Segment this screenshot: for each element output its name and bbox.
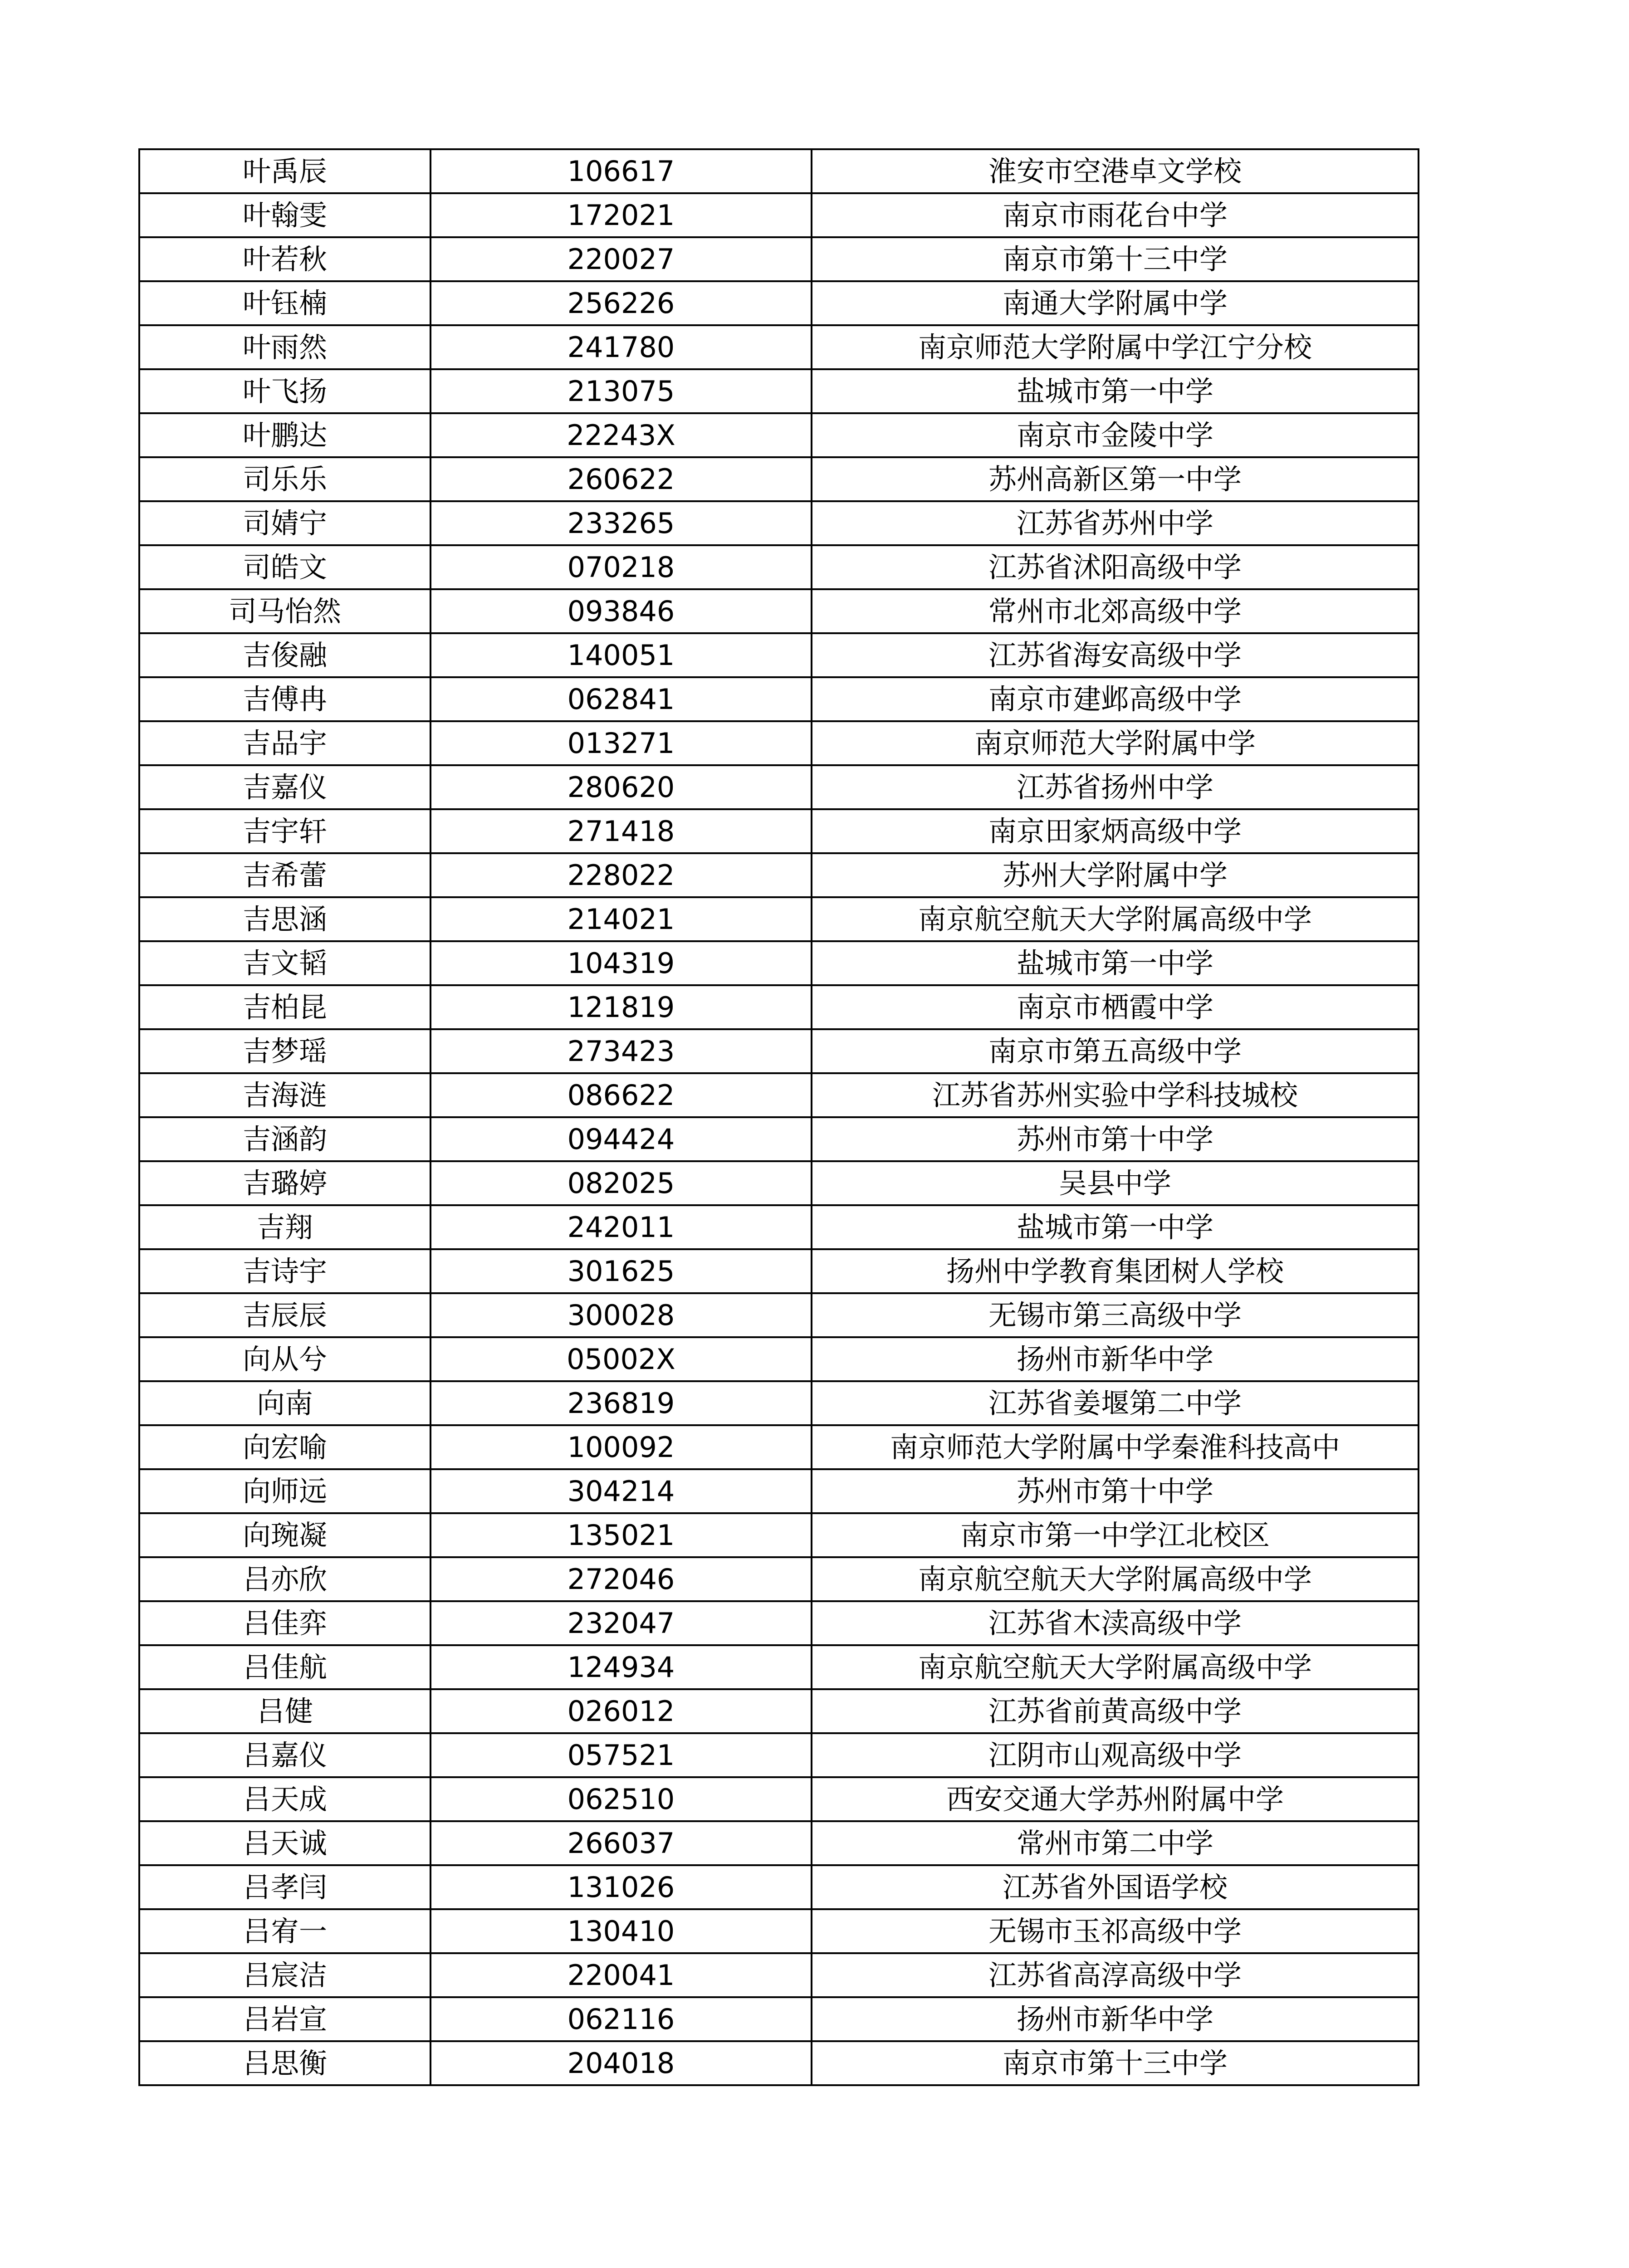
student-name-cell: 向从兮 <box>139 1337 430 1381</box>
table-row <box>139 457 1419 501</box>
student-id-cell: 301625 <box>430 1249 812 1293</box>
student-name-cell: 吕宸洁 <box>139 1953 430 1997</box>
student-id-cell: 271418 <box>430 809 812 853</box>
student-name-cell: 吕天成 <box>139 1777 430 1821</box>
school-name-cell: 南通大学附属中学 <box>812 281 1419 325</box>
school-name-cell: 无锡市第三高级中学 <box>812 1293 1419 1337</box>
student-name-cell: 吉辰辰 <box>139 1293 430 1337</box>
table-row <box>139 237 1419 281</box>
student-id-cell: 236819 <box>430 1381 812 1425</box>
table-row <box>139 325 1419 369</box>
table-row <box>139 985 1419 1029</box>
student-name-cell: 司乐乐 <box>139 457 430 501</box>
student-name-cell: 吉柏昆 <box>139 985 430 1029</box>
student-id-cell: 22243X <box>430 413 812 457</box>
student-id-cell: 082025 <box>430 1161 812 1205</box>
student-id-cell: 273423 <box>430 1029 812 1073</box>
student-id-cell: 093846 <box>430 589 812 633</box>
table-row <box>139 853 1419 897</box>
table-row <box>139 1953 1419 1997</box>
school-name-cell: 西安交通大学苏州附属中学 <box>812 1777 1419 1821</box>
table-row <box>139 1557 1419 1601</box>
student-name-cell: 吕健 <box>139 1689 430 1733</box>
table-row <box>139 1337 1419 1381</box>
school-name-cell: 江苏省外国语学校 <box>812 1865 1419 1909</box>
school-name-cell: 南京市雨花台中学 <box>812 193 1419 237</box>
student-id-cell: 140051 <box>430 633 812 677</box>
student-id-cell: 214021 <box>430 897 812 941</box>
table-row <box>139 1073 1419 1117</box>
student-id-cell: 304214 <box>430 1469 812 1513</box>
student-id-cell: 213075 <box>430 369 812 413</box>
school-name-cell: 南京航空航天大学附属高级中学 <box>812 897 1419 941</box>
school-name-cell: 南京市建邺高级中学 <box>812 677 1419 721</box>
student-id-cell: 106617 <box>430 149 812 193</box>
school-name-cell: 南京市第一中学江北校区 <box>812 1513 1419 1557</box>
table-row <box>139 941 1419 985</box>
student-id-cell: 300028 <box>430 1293 812 1337</box>
school-name-cell: 南京田家炳高级中学 <box>812 809 1419 853</box>
student-name-cell: 吉梦瑶 <box>139 1029 430 1073</box>
student-id-cell: 094424 <box>430 1117 812 1161</box>
student-id-cell: 280620 <box>430 765 812 809</box>
table-row <box>139 897 1419 941</box>
table-row <box>139 1689 1419 1733</box>
student-name-cell: 司皓文 <box>139 545 430 589</box>
student-id-cell: 121819 <box>430 985 812 1029</box>
student-id-cell: 266037 <box>430 1821 812 1865</box>
table-row <box>139 369 1419 413</box>
student-name-cell: 吕思衡 <box>139 2041 430 2085</box>
student-name-cell: 吕嘉仪 <box>139 1733 430 1777</box>
school-name-cell: 无锡市玉祁高级中学 <box>812 1909 1419 1953</box>
table-row <box>139 633 1419 677</box>
student-name-cell: 向琬凝 <box>139 1513 430 1557</box>
table-row <box>139 1513 1419 1557</box>
student-id-cell: 070218 <box>430 545 812 589</box>
table-row <box>139 1601 1419 1645</box>
student-name-cell: 吉品宇 <box>139 721 430 765</box>
student-name-cell: 叶钰楠 <box>139 281 430 325</box>
student-name-cell: 吕宥一 <box>139 1909 430 1953</box>
student-name-cell: 叶雨然 <box>139 325 430 369</box>
student-name-cell: 向南 <box>139 1381 430 1425</box>
student-id-cell: 256226 <box>430 281 812 325</box>
student-id-cell: 260622 <box>430 457 812 501</box>
school-name-cell: 江苏省沭阳高级中学 <box>812 545 1419 589</box>
table-row <box>139 1777 1419 1821</box>
table-row <box>139 809 1419 853</box>
student-name-cell: 向宏喻 <box>139 1425 430 1469</box>
table-row <box>139 413 1419 457</box>
student-name-cell: 司马怡然 <box>139 589 430 633</box>
table-row <box>139 1865 1419 1909</box>
table-row <box>139 589 1419 633</box>
table-row <box>139 1469 1419 1513</box>
school-name-cell: 苏州高新区第一中学 <box>812 457 1419 501</box>
student-name-cell: 吉宇轩 <box>139 809 430 853</box>
student-id-cell: 272046 <box>430 1557 812 1601</box>
table-row <box>139 1161 1419 1205</box>
student-name-cell: 吉海涟 <box>139 1073 430 1117</box>
table-row <box>139 1425 1419 1469</box>
school-name-cell: 南京市第五高级中学 <box>812 1029 1419 1073</box>
table-row <box>139 1029 1419 1073</box>
student-id-cell: 062116 <box>430 1997 812 2041</box>
student-id-cell: 131026 <box>430 1865 812 1909</box>
student-name-cell: 吉俊融 <box>139 633 430 677</box>
student-id-cell: 241780 <box>430 325 812 369</box>
table-row <box>139 545 1419 589</box>
table-row <box>139 1205 1419 1249</box>
student-name-cell: 吕天诚 <box>139 1821 430 1865</box>
student-name-cell: 吉希蕾 <box>139 853 430 897</box>
student-id-cell: 062841 <box>430 677 812 721</box>
table-row <box>139 1381 1419 1425</box>
table-row <box>139 1117 1419 1161</box>
table-row <box>139 149 1419 193</box>
student-name-cell: 向师远 <box>139 1469 430 1513</box>
school-name-cell: 扬州中学教育集团树人学校 <box>812 1249 1419 1293</box>
student-id-cell: 086622 <box>430 1073 812 1117</box>
student-id-cell: 05002X <box>430 1337 812 1381</box>
student-id-cell: 062510 <box>430 1777 812 1821</box>
student-name-cell: 吕佳航 <box>139 1645 430 1689</box>
student-name-cell: 叶若秋 <box>139 237 430 281</box>
school-name-cell: 南京市栖霞中学 <box>812 985 1419 1029</box>
table-row <box>139 1909 1419 1953</box>
table-row <box>139 1997 1419 2041</box>
school-name-cell: 南京师范大学附属中学秦淮科技高中 <box>812 1425 1419 1469</box>
table-row <box>139 1821 1419 1865</box>
school-name-cell: 盐城市第一中学 <box>812 369 1419 413</box>
school-name-cell: 南京师范大学附属中学 <box>812 721 1419 765</box>
student-name-cell: 吕孝闫 <box>139 1865 430 1909</box>
student-name-cell: 叶翰雯 <box>139 193 430 237</box>
table-row <box>139 765 1419 809</box>
student-id-cell: 220041 <box>430 1953 812 1997</box>
student-id-cell: 100092 <box>430 1425 812 1469</box>
roster-body <box>139 149 1419 2085</box>
school-name-cell: 苏州市第十中学 <box>812 1117 1419 1161</box>
school-name-cell: 南京市第十三中学 <box>812 2041 1419 2085</box>
student-name-cell: 吕岩宣 <box>139 1997 430 2041</box>
school-name-cell: 南京师范大学附属中学江宁分校 <box>812 325 1419 369</box>
school-name-cell: 苏州大学附属中学 <box>812 853 1419 897</box>
school-name-cell: 盐城市第一中学 <box>812 941 1419 985</box>
table-row <box>139 501 1419 545</box>
student-id-cell: 026012 <box>430 1689 812 1733</box>
student-name-cell: 吕佳弈 <box>139 1601 430 1645</box>
table-row <box>139 281 1419 325</box>
table-row <box>139 1645 1419 1689</box>
student-id-cell: 057521 <box>430 1733 812 1777</box>
school-name-cell: 南京市第十三中学 <box>812 237 1419 281</box>
school-name-cell: 常州市第二中学 <box>812 1821 1419 1865</box>
school-name-cell: 盐城市第一中学 <box>812 1205 1419 1249</box>
student-name-cell: 叶鹏达 <box>139 413 430 457</box>
school-name-cell: 扬州市新华中学 <box>812 1997 1419 2041</box>
table-row <box>139 1293 1419 1337</box>
student-name-cell: 吕亦欣 <box>139 1557 430 1601</box>
student-id-cell: 130410 <box>430 1909 812 1953</box>
school-name-cell: 江苏省高淳高级中学 <box>812 1953 1419 1997</box>
student-name-cell: 吉思涵 <box>139 897 430 941</box>
student-roster-table <box>138 148 1419 2086</box>
school-name-cell: 江苏省姜堰第二中学 <box>812 1381 1419 1425</box>
table-row <box>139 721 1419 765</box>
student-id-cell: 220027 <box>430 237 812 281</box>
school-name-cell: 江阴市山观高级中学 <box>812 1733 1419 1777</box>
student-id-cell: 013271 <box>430 721 812 765</box>
student-id-cell: 204018 <box>430 2041 812 2085</box>
student-name-cell: 吉文韬 <box>139 941 430 985</box>
table-row <box>139 1249 1419 1293</box>
school-name-cell: 江苏省苏州实验中学科技城校 <box>812 1073 1419 1117</box>
student-id-cell: 242011 <box>430 1205 812 1249</box>
school-name-cell: 淮安市空港卓文学校 <box>812 149 1419 193</box>
school-name-cell: 苏州市第十中学 <box>812 1469 1419 1513</box>
table-row <box>139 2041 1419 2085</box>
school-name-cell: 江苏省海安高级中学 <box>812 633 1419 677</box>
student-name-cell: 叶禹辰 <box>139 149 430 193</box>
school-name-cell: 南京市金陵中学 <box>812 413 1419 457</box>
student-name-cell: 吉璐婷 <box>139 1161 430 1205</box>
student-id-cell: 232047 <box>430 1601 812 1645</box>
school-name-cell: 南京航空航天大学附属高级中学 <box>812 1557 1419 1601</box>
school-name-cell: 吴县中学 <box>812 1161 1419 1205</box>
student-id-cell: 228022 <box>430 853 812 897</box>
table-row <box>139 193 1419 237</box>
school-name-cell: 江苏省扬州中学 <box>812 765 1419 809</box>
student-name-cell: 吉涵韵 <box>139 1117 430 1161</box>
school-name-cell: 江苏省苏州中学 <box>812 501 1419 545</box>
student-name-cell: 吉傅冉 <box>139 677 430 721</box>
table-row <box>139 677 1419 721</box>
school-name-cell: 扬州市新华中学 <box>812 1337 1419 1381</box>
student-name-cell: 司婧宁 <box>139 501 430 545</box>
school-name-cell: 南京航空航天大学附属高级中学 <box>812 1645 1419 1689</box>
student-name-cell: 叶飞扬 <box>139 369 430 413</box>
student-id-cell: 104319 <box>430 941 812 985</box>
student-id-cell: 124934 <box>430 1645 812 1689</box>
table-row <box>139 1733 1419 1777</box>
student-name-cell: 吉嘉仪 <box>139 765 430 809</box>
student-name-cell: 吉诗宇 <box>139 1249 430 1293</box>
student-id-cell: 135021 <box>430 1513 812 1557</box>
school-name-cell: 江苏省前黄高级中学 <box>812 1689 1419 1733</box>
student-id-cell: 172021 <box>430 193 812 237</box>
student-name-cell: 吉翔 <box>139 1205 430 1249</box>
school-name-cell: 江苏省木渎高级中学 <box>812 1601 1419 1645</box>
school-name-cell: 常州市北郊高级中学 <box>812 589 1419 633</box>
student-id-cell: 233265 <box>430 501 812 545</box>
